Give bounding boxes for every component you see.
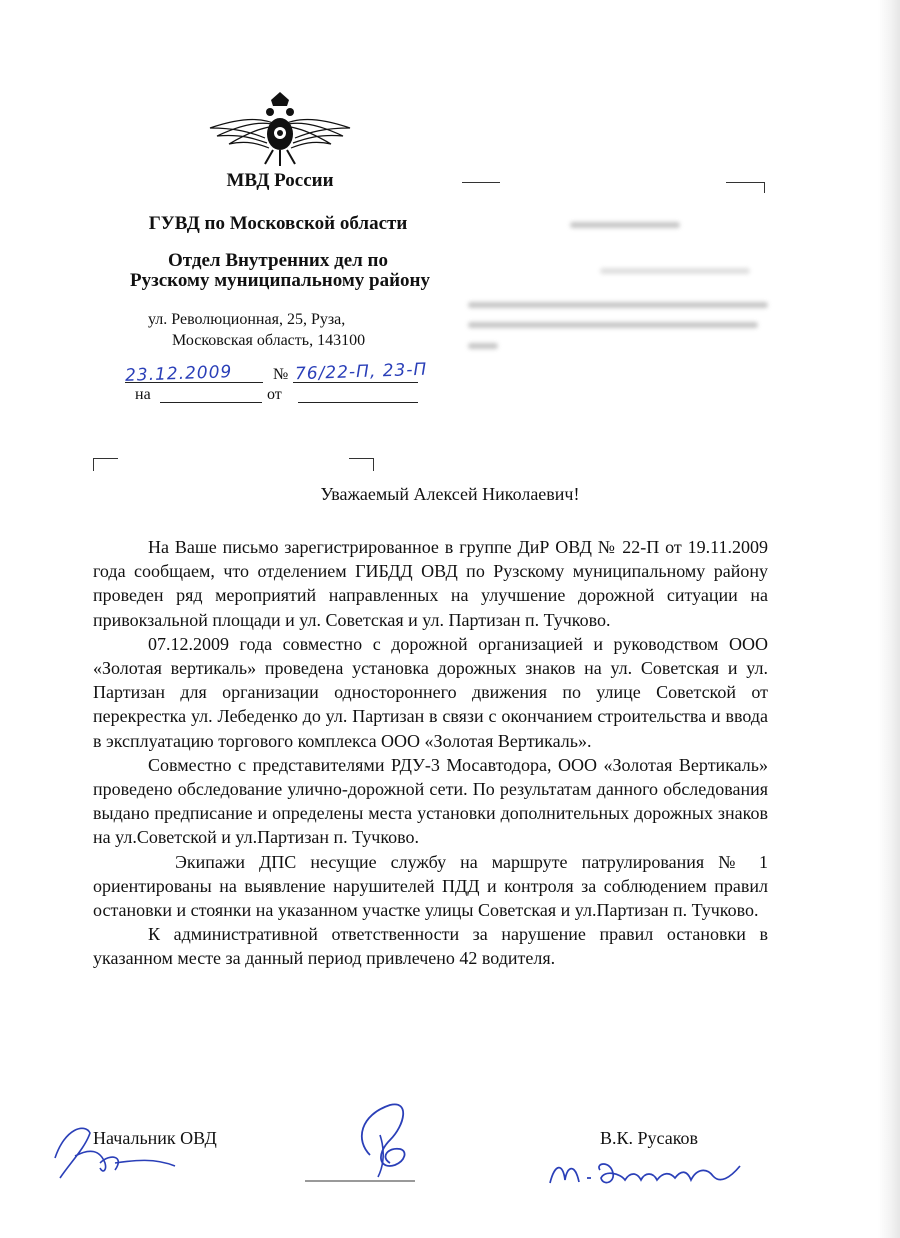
body-paragraph: К административной ответственности за нарушение правил остановки в указанном месте за данный период привлечено 42 водителя. bbox=[93, 924, 768, 969]
subject-corner-left bbox=[93, 458, 118, 471]
department-name: ГУВД по Московской области bbox=[148, 213, 408, 234]
body-paragraph: Совместно с представителями РДУ-3 Мосавтодора, ООО «Золотая Вертикаль» проведено обследование улично-дорожной сети. По результатам данного обследования выдано предписание и определены места установки дополнительных дорожных знаков на ул.Советской и ул.Партизан п. Тучково. bbox=[93, 754, 768, 848]
redacted-addressee-line bbox=[570, 222, 680, 228]
date-underline bbox=[125, 382, 263, 383]
body-paragraph: Экипажи ДПС несущие службу на маршруте патрулирования № 1 ориентированы на выявление нарушителей ПДД и контроля за соблюдением правил остановки и стоянки на указанном участке улицы Советская и ул.Партизан п. Тучково. bbox=[93, 851, 768, 921]
redacted-addressee-line bbox=[468, 343, 498, 349]
ministry-name: МВД России bbox=[226, 170, 334, 191]
on-label: на bbox=[135, 386, 151, 403]
handwritten-date: 23.12.2009 bbox=[124, 362, 233, 386]
body-paragraph: 07.12.2009 года совместно с дорожной организацией и руководством ООО «Золотая вертикаль» проведена установка дорожных знаков на ул. Советская и ул. Партизан для организации одностороннего движения по улице Советской от перекрестка ул. Лебеденко до ул. Партизан в связи с окончанием строительства и ввода в эксплуатацию торгового комплекса ООО «Золотая Вертикаль». bbox=[93, 633, 768, 751]
body-paragraph: На Ваше письмо зарегистрированное в группе ДиР ОВД № 22-П от 19.11.2009 года сообщаем, что отделением ГИБДД ОВД по Рузскому муниципальному району проведен ряд мероприятий направленных на улучшение дорожной ситуации на привокзальной площади и ул. Советская и ул. Партизан п. Тучково. bbox=[93, 537, 768, 630]
number-label: № bbox=[273, 366, 289, 383]
letter-greeting: Уважаемый Алексей Николаевич! bbox=[320, 484, 580, 504]
address-line1: ул. Революционная, 25, Руза, bbox=[148, 311, 346, 328]
redacted-addressee-line bbox=[468, 322, 758, 328]
division-name-line2: Рузскому муниципальному району bbox=[130, 270, 430, 291]
number-underline bbox=[293, 382, 418, 383]
initials-scribble bbox=[45, 1108, 195, 1188]
scan-edge-shadow bbox=[878, 0, 900, 1238]
division-name-line1: Отдел Внутренних дел по bbox=[168, 250, 388, 271]
address-line2: Московская область, 143100 bbox=[172, 332, 366, 349]
redacted-addressee-line bbox=[468, 302, 768, 308]
on-underline bbox=[160, 402, 262, 403]
letter-body bbox=[93, 535, 768, 971]
executor-signature bbox=[545, 1148, 755, 1198]
subject-corner-right bbox=[349, 458, 374, 471]
from-label: от bbox=[267, 386, 282, 403]
addressee-corner-left bbox=[462, 182, 500, 183]
redacted-addressee-line bbox=[600, 268, 750, 274]
signatory-name: В.К. Русаков bbox=[600, 1128, 699, 1148]
signatory-title: Начальник ОВД bbox=[93, 1128, 217, 1148]
from-underline bbox=[298, 402, 418, 403]
handwritten-number: 76/22-П, 23-П bbox=[294, 359, 428, 385]
addressee-corner-right bbox=[726, 182, 765, 193]
main-signature bbox=[300, 1095, 450, 1185]
double-headed-eagle-emblem-icon bbox=[205, 88, 355, 168]
